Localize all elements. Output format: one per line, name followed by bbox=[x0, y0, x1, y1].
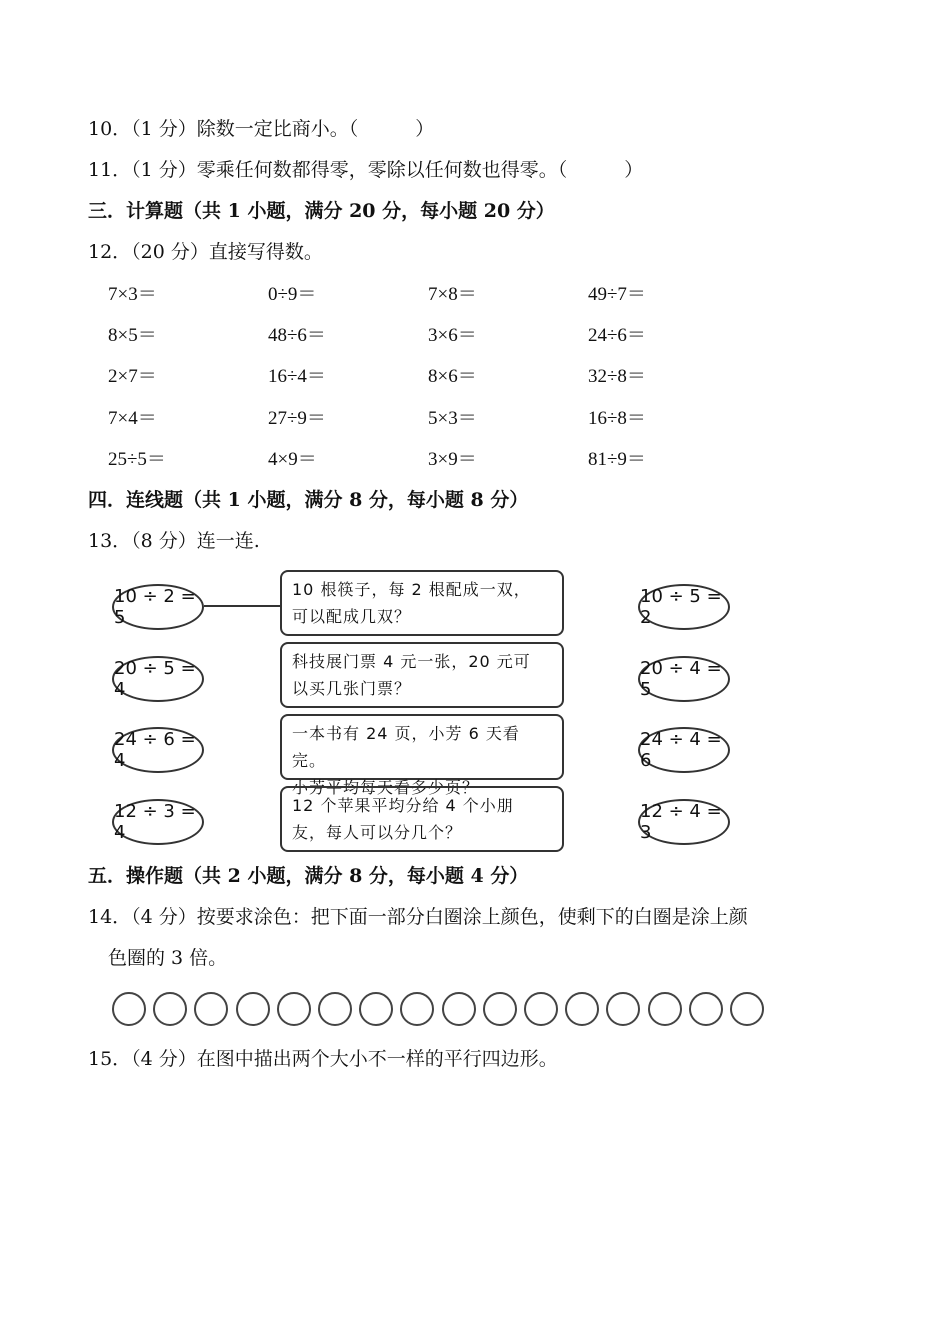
word-problem-line: 科技展门票 4 元一张，20 元可 bbox=[292, 652, 531, 671]
calc-item: 16÷8＝ bbox=[588, 408, 646, 429]
calc-item: 48÷6＝ bbox=[268, 325, 326, 346]
calc-item: 81÷9＝ bbox=[588, 449, 646, 470]
calc-item: 7×4＝ bbox=[108, 408, 157, 429]
left-equation-oval[interactable]: 24 ÷ 6 = 4 bbox=[112, 727, 204, 773]
calc-item: 49÷7＝ bbox=[588, 284, 646, 305]
word-problem-box[interactable] bbox=[280, 642, 564, 708]
calc-item: 24÷6＝ bbox=[588, 325, 646, 346]
white-circle[interactable] bbox=[730, 992, 764, 1026]
white-circle[interactable] bbox=[689, 992, 723, 1026]
calc-item: 32÷8＝ bbox=[588, 366, 646, 387]
word-problem-line: 以买几张门票？ bbox=[292, 679, 412, 698]
white-circle[interactable] bbox=[277, 992, 311, 1026]
calc-item: 8×5＝ bbox=[108, 325, 157, 346]
calc-item: 4×9＝ bbox=[268, 449, 317, 470]
question-11: 11．（1 分）零乘任何数都得零，零除以任何数也得零。（ ） bbox=[88, 159, 644, 181]
right-equation-oval[interactable]: 12 ÷ 4 = 3 bbox=[638, 799, 730, 845]
white-circle[interactable] bbox=[648, 992, 682, 1026]
white-circle[interactable] bbox=[524, 992, 558, 1026]
word-problem-box[interactable] bbox=[280, 570, 564, 636]
section-4-title: 四．连线题（共 1 小题，满分 8 分，每小题 8 分） bbox=[88, 489, 529, 511]
question-14-line-1: 14．（4 分）按要求涂色：把下面一部分白圈涂上颜色，使剩下的白圈是涂上颜 bbox=[88, 906, 748, 928]
word-problem-line: 可以配成几双？ bbox=[292, 607, 412, 626]
calc-item: 3×6＝ bbox=[428, 325, 477, 346]
white-circle[interactable] bbox=[606, 992, 640, 1026]
word-problem-box[interactable] bbox=[280, 714, 564, 797]
calc-item: 27÷9＝ bbox=[268, 408, 326, 429]
calc-item: 8×6＝ bbox=[428, 366, 477, 387]
white-circle[interactable] bbox=[112, 992, 146, 1026]
right-equation-oval[interactable]: 20 ÷ 4 = 5 bbox=[638, 656, 730, 702]
white-circle[interactable] bbox=[483, 992, 517, 1026]
question-15: 15．（4 分）在图中描出两个大小不一样的平行四边形。 bbox=[88, 1048, 558, 1070]
white-circle[interactable] bbox=[236, 992, 270, 1026]
white-circle[interactable] bbox=[194, 992, 228, 1026]
word-problem-line: 10 根筷子，每 2 根配成一双， bbox=[292, 580, 531, 599]
word-problem-line: 一本书有 24 页，小芳 6 天看完。 bbox=[292, 724, 520, 770]
calc-item: 5×3＝ bbox=[428, 408, 477, 429]
calc-item: 7×3＝ bbox=[108, 284, 157, 305]
word-problem-line: 小芳平均每天看多少页？ bbox=[292, 778, 480, 797]
section-5-title: 五．操作题（共 2 小题，满分 8 分，每小题 4 分） bbox=[88, 865, 529, 887]
right-equation-oval[interactable]: 24 ÷ 4 = 6 bbox=[638, 727, 730, 773]
right-equation-oval[interactable]: 10 ÷ 5 = 2 bbox=[638, 584, 730, 630]
question-12: 12．（20 分）直接写得数。 bbox=[88, 241, 323, 263]
calc-item: 7×8＝ bbox=[428, 284, 477, 305]
word-problem-box[interactable] bbox=[280, 786, 564, 852]
white-circle[interactable] bbox=[442, 992, 476, 1026]
white-circle[interactable] bbox=[359, 992, 393, 1026]
left-equation-oval[interactable]: 20 ÷ 5 = 4 bbox=[112, 656, 204, 702]
question-13: 13．（8 分）连一连. bbox=[88, 530, 260, 552]
word-problem-line: 12 个苹果平均分给 4 个小朋 bbox=[292, 796, 514, 815]
white-circle[interactable] bbox=[318, 992, 352, 1026]
question-14-line-2: 色圈的 3 倍。 bbox=[108, 947, 228, 969]
white-circle[interactable] bbox=[565, 992, 599, 1026]
calc-item: 3×9＝ bbox=[428, 449, 477, 470]
white-circle[interactable] bbox=[400, 992, 434, 1026]
white-circle[interactable] bbox=[153, 992, 187, 1026]
word-problem-line: 友，每人可以分几个？ bbox=[292, 823, 463, 842]
calc-item: 2×7＝ bbox=[108, 366, 157, 387]
calc-item: 0÷9＝ bbox=[268, 284, 317, 305]
calc-item: 25÷5＝ bbox=[108, 449, 166, 470]
calc-item: 16÷4＝ bbox=[268, 366, 326, 387]
question-10: 10．（1 分）除数一定比商小。（ ） bbox=[88, 118, 435, 140]
connector-line bbox=[204, 605, 280, 607]
left-equation-oval[interactable]: 12 ÷ 3 = 4 bbox=[112, 799, 204, 845]
section-3-title: 三．计算题（共 1 小题，满分 20 分，每小题 20 分） bbox=[88, 200, 555, 222]
left-equation-oval[interactable]: 10 ÷ 2 = 5 bbox=[112, 584, 204, 630]
